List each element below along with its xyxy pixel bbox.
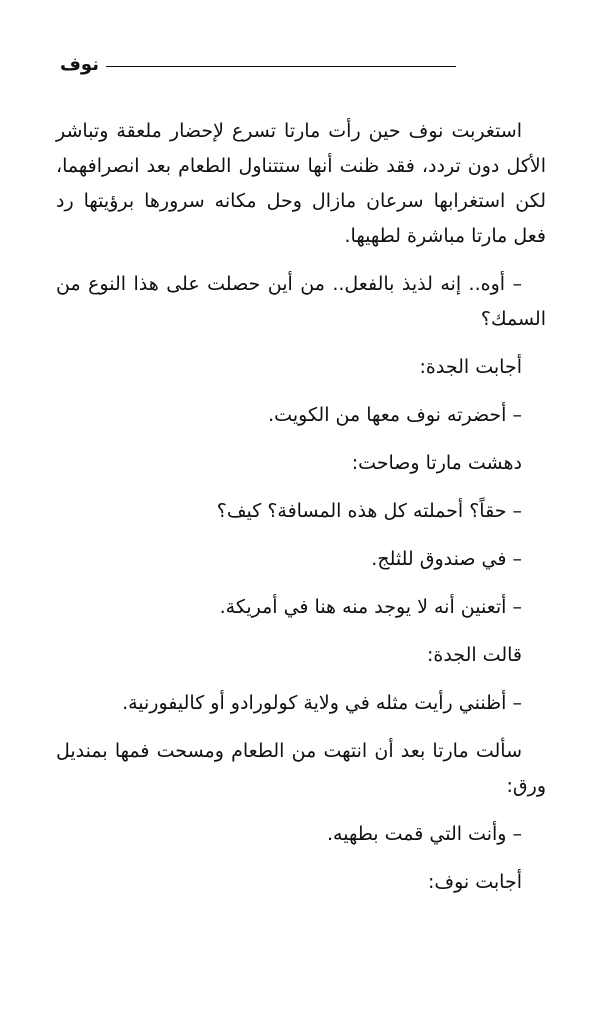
paragraph: سألت مارتا بعد أن انتهت من الطعام ومسحت فمها بمنديل ورق: (56, 740, 546, 797)
paragraph: أجابت الجدة: (419, 356, 522, 378)
body-text (56, 114, 546, 913)
paragraph: أجابت نوف: (428, 871, 522, 893)
dialog-line: – وأنت التي قمت بطهيه. (326, 823, 522, 845)
dialog-line: – أحضرته نوف معها من الكويت. (268, 404, 522, 426)
chapter-title: نوف (60, 54, 99, 75)
running-header (60, 54, 548, 80)
paragraph: دهشت مارتا وصاحت: (351, 452, 522, 474)
dialog-line: – حقاً؟ أحملته كل هذه المسافة؟ كيف؟ (216, 500, 522, 522)
dialog-line: – في صندوق للثلج. (371, 548, 522, 570)
paragraph: قالت الجدة: (426, 644, 522, 666)
dialog-line: – أظنني رأيت مثله في ولاية كولورادو أو كاليفورنية. (122, 692, 522, 714)
dialog-line: – أتعنين أنه لا يوجد منه هنا في أمريكة. (219, 596, 522, 618)
paragraph: استغربت نوف حين رأت مارتا تسرع لإحضار ملعقة وتباشر الأكل دون تردد، فقد ظنت أنها ستتناول الطعام بعد انصرافهما، لكن استغرابها سرعان مازال وحل مكانه سرورها برؤيتها رد فعل مارتا مباشرة لطهيها. (56, 120, 546, 247)
dialog-line: – أوه.. إنه لذيذ بالفعل.. من أين حصلت على هذا النوع من السمك؟ (56, 273, 546, 330)
header-rule (106, 66, 456, 67)
